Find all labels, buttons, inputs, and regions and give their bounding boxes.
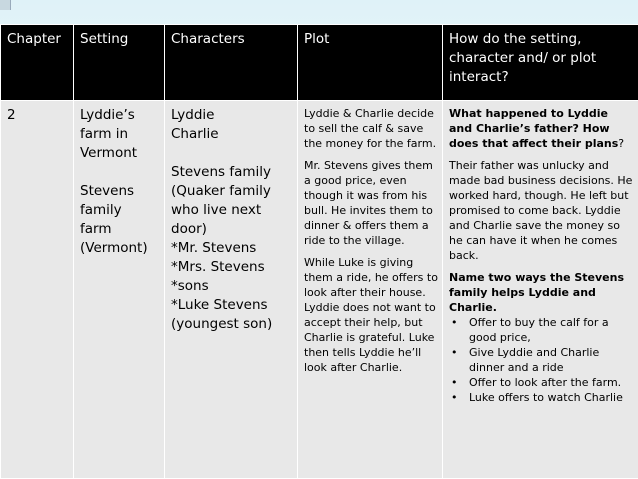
header-question: How do the setting, character and/ or plot interact? [443,25,638,101]
character-line: who live next [171,202,262,218]
header-setting: Setting [74,25,165,101]
character-line: (Quaker family [171,183,271,199]
list-item [449,390,634,405]
chapter-table [0,24,638,479]
list-item-text: Offer to look after the farm. [469,376,622,389]
cell-chapter: 2 [1,101,74,479]
cell-characters [165,101,298,479]
bullet-icon: • [451,391,458,404]
character-line: Charlie [171,126,219,142]
header-characters: Characters [165,25,298,101]
character-line: door) [171,221,207,237]
plot-paragraph: Mr. Stevens gives them a good price, even though it was from his bull. He invites them to dinner & offers them a ride to the village. [304,159,433,247]
character-line: *sons [171,278,209,294]
setting-line: Stevens [80,183,135,199]
answer-one: Their father was unlucky and made bad business decisions. He worked hard, though. He left but promised to come back. Lyddie and Charlie save the money so he can have it when he comes back. [449,159,633,262]
setting-line: Vermont [80,145,138,161]
list-item [449,345,634,375]
bullet-icon: • [451,376,458,389]
setting-line: family [80,202,122,218]
header-chapter: Chapter [1,25,74,101]
plot-paragraph: While Luke is giving them a ride, he offers to look after their house. Lyddie does not want to accept their help, but Charlie is grateful. Luke then tells Lyddie he’ll look after Charlie. [304,256,438,374]
character-line: *Luke Stevens [171,297,268,313]
setting-line: farm [80,221,112,237]
plot-paragraph: Lyddie & Charlie decide to sell the calf & save the money for the farm. [304,107,437,150]
question-one-part: ? How does that affect their plans [449,122,619,150]
bullet-icon: • [451,316,458,329]
question-one-part: ? [618,137,625,150]
question-two-text: Name two ways the Stevens family helps Lyddie and Charlie. [449,271,625,314]
setting-line: Lyddie’s [80,107,135,123]
setting-line: (Vermont) [80,240,148,256]
question-one [449,106,634,151]
table-row [1,101,638,479]
character-line: *Mr. Stevens [171,240,257,256]
character-line: (youngest son) [171,316,273,332]
setting-line: farm in [80,126,129,142]
question-one-part: What happened to Lyddie and Charlie’s father [449,107,608,135]
corner-shade [0,0,11,10]
question-two [449,270,634,315]
character-line: Stevens family [171,164,272,180]
list-item-text: Offer to buy the calf for a good price, [469,316,609,344]
header-plot: Plot [298,25,443,101]
list-item-text: Give Lyddie and Charlie dinner and a ride [469,346,600,374]
list-item [449,375,634,390]
help-list [449,315,634,405]
list-item [449,315,634,345]
cell-setting [74,101,165,479]
header-row [1,25,638,101]
characters-blank [171,144,293,163]
character-line: Lyddie [171,107,215,123]
bullet-icon: • [451,346,458,359]
setting-blank [80,163,160,182]
cell-question [443,101,638,479]
cell-plot [298,101,443,479]
character-line: *Mrs. Stevens [171,259,265,275]
list-item-text: Luke offers to watch Charlie [469,391,623,404]
